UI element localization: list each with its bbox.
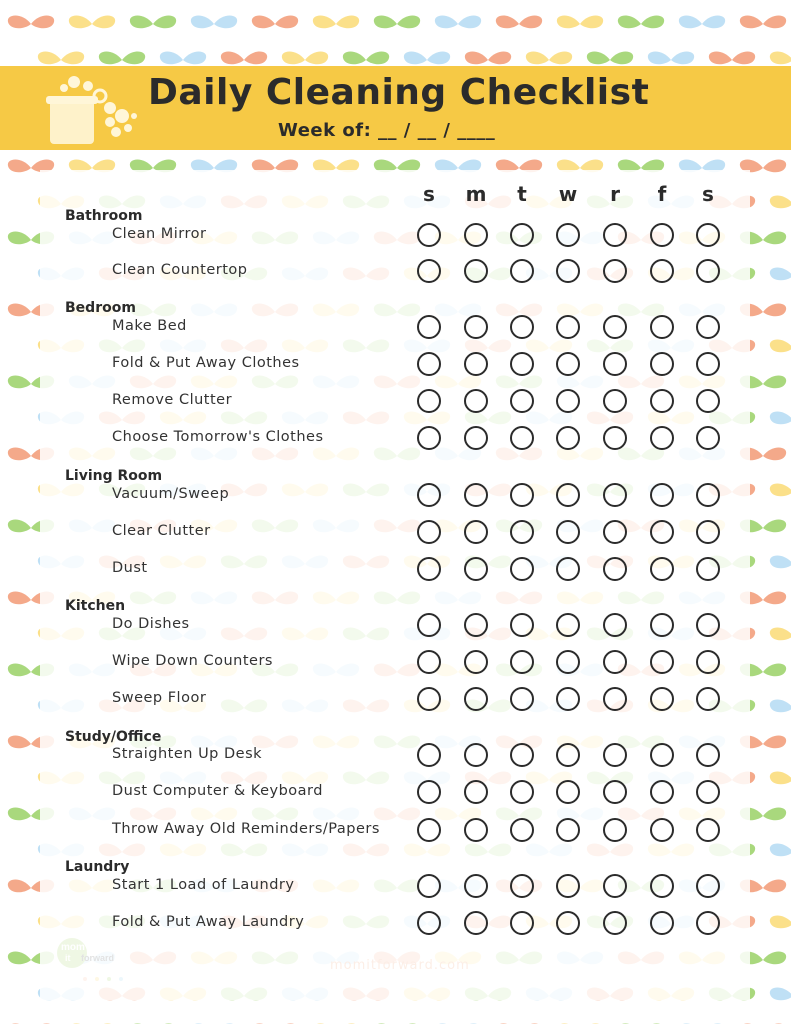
task-checkbox[interactable] [417,650,441,674]
task-checkbox[interactable] [650,650,674,674]
task-checkbox[interactable] [417,259,441,283]
task-checkbox[interactable] [650,223,674,247]
page-title: Daily Cleaning Checklist [148,72,650,113]
task-checkbox[interactable] [556,520,580,544]
task-checkbox[interactable] [510,426,534,450]
task-checkbox[interactable] [464,780,488,804]
task-checkbox[interactable] [510,259,534,283]
task-checkbox[interactable] [650,259,674,283]
task-checkbox[interactable] [417,613,441,637]
task-checkbox[interactable] [464,687,488,711]
task-checkbox[interactable] [417,352,441,376]
task-checkbox[interactable] [696,520,720,544]
task-checkbox[interactable] [696,483,720,507]
task-checkbox[interactable] [464,650,488,674]
task-checkbox[interactable] [696,874,720,898]
task-checkbox[interactable] [417,389,441,413]
task-checkbox[interactable] [650,818,674,842]
task-checkbox[interactable] [650,613,674,637]
task-checkbox[interactable] [603,780,627,804]
task-label: Make Bed [112,318,187,334]
task-checkbox[interactable] [556,352,580,376]
task-checkbox[interactable] [556,818,580,842]
day-header: s [702,182,714,206]
task-checkbox[interactable] [603,315,627,339]
category-heading: Kitchen [65,598,126,614]
task-checkbox[interactable] [417,557,441,581]
task-checkbox[interactable] [510,557,534,581]
day-header: m [465,182,487,206]
task-checkbox[interactable] [464,483,488,507]
task-checkbox[interactable] [510,520,534,544]
task-checkbox[interactable] [556,557,580,581]
task-checkbox[interactable] [603,743,627,767]
task-checkbox[interactable] [650,874,674,898]
task-label: Dust [112,560,148,576]
task-checkbox[interactable] [696,389,720,413]
task-checkbox[interactable] [696,223,720,247]
task-label: Remove Clutter [112,392,233,408]
task-checkbox[interactable] [696,426,720,450]
task-checkbox[interactable] [417,687,441,711]
day-header: s [423,182,435,206]
task-checkbox[interactable] [603,557,627,581]
task-checkbox[interactable] [556,223,580,247]
task-checkbox[interactable] [650,687,674,711]
task-checkbox[interactable] [510,613,534,637]
task-checkbox[interactable] [603,483,627,507]
task-label: Clean Countertop [112,262,248,278]
task-checkbox[interactable] [556,426,580,450]
task-label: Fold & Put Away Clothes [112,355,300,371]
task-checkbox[interactable] [464,426,488,450]
task-checkbox[interactable] [464,520,488,544]
task-checkbox[interactable] [696,557,720,581]
task-label: Start 1 Load of Laundry [112,877,295,893]
task-checkbox[interactable] [464,223,488,247]
task-checkbox[interactable] [464,557,488,581]
task-checkbox[interactable] [556,315,580,339]
task-checkbox[interactable] [696,650,720,674]
task-checkbox[interactable] [650,780,674,804]
task-checkbox[interactable] [464,874,488,898]
day-header: r [610,182,620,206]
category-heading: Study/Office [65,729,162,745]
task-checkbox[interactable] [510,780,534,804]
task-checkbox[interactable] [417,780,441,804]
task-checkbox[interactable] [510,352,534,376]
task-label: Fold & Put Away Laundry [112,914,305,930]
task-checkbox[interactable] [417,426,441,450]
task-checkbox[interactable] [510,743,534,767]
task-checkbox[interactable] [417,315,441,339]
task-label: Dust Computer & Keyboard [112,783,323,799]
task-checkbox[interactable] [603,874,627,898]
task-checkbox[interactable] [510,874,534,898]
task-checkbox[interactable] [696,743,720,767]
task-checkbox[interactable] [556,874,580,898]
task-checkbox[interactable] [603,687,627,711]
task-checkbox[interactable] [556,743,580,767]
task-checkbox[interactable] [464,818,488,842]
week-of-label: Week of: __ / __ / ____ [278,120,496,141]
day-header: t [517,182,527,206]
category-heading: Bathroom [65,208,143,224]
task-checkbox[interactable] [650,743,674,767]
day-header: w [558,182,578,206]
task-checkbox[interactable] [556,259,580,283]
task-checkbox[interactable] [510,223,534,247]
task-checkbox[interactable] [556,911,580,935]
task-checkbox[interactable] [603,911,627,935]
task-checkbox[interactable] [556,389,580,413]
task-checkbox[interactable] [603,259,627,283]
task-checkbox[interactable] [464,259,488,283]
task-checkbox[interactable] [650,426,674,450]
task-checkbox[interactable] [696,315,720,339]
task-label: Do Dishes [112,616,190,632]
task-checkbox[interactable] [556,650,580,674]
task-checkbox[interactable] [650,352,674,376]
task-checkbox[interactable] [510,818,534,842]
task-checkbox[interactable] [510,483,534,507]
task-checkbox[interactable] [556,613,580,637]
task-checkbox[interactable] [417,874,441,898]
task-checkbox[interactable] [696,259,720,283]
task-checkbox[interactable] [417,818,441,842]
task-checkbox[interactable] [464,389,488,413]
task-label: Wipe Down Counters [112,653,273,669]
category-heading: Living Room [65,468,163,484]
task-checkbox[interactable] [603,426,627,450]
task-checkbox[interactable] [650,520,674,544]
task-label: Vacuum/Sweep [112,486,230,502]
task-checkbox[interactable] [650,557,674,581]
task-checkbox[interactable] [696,780,720,804]
task-checkbox[interactable] [510,687,534,711]
task-checkbox[interactable] [417,743,441,767]
task-checkbox[interactable] [417,520,441,544]
task-checkbox[interactable] [464,315,488,339]
task-checkbox[interactable] [556,780,580,804]
task-checkbox[interactable] [464,352,488,376]
task-checkbox[interactable] [417,223,441,247]
task-checkbox[interactable] [603,650,627,674]
task-checkbox[interactable] [464,743,488,767]
task-checkbox[interactable] [556,483,580,507]
category-heading: Laundry [65,859,130,875]
task-checkbox[interactable] [510,650,534,674]
task-checkbox[interactable] [650,483,674,507]
task-checkbox[interactable] [696,687,720,711]
task-checkbox[interactable] [650,315,674,339]
day-header: f [657,182,667,206]
task-label: Straighten Up Desk [112,746,263,762]
task-checkbox[interactable] [603,223,627,247]
task-label: Clear Clutter [112,523,211,539]
task-checkbox[interactable] [603,389,627,413]
task-checkbox[interactable] [417,483,441,507]
task-checkbox[interactable] [696,911,720,935]
task-checkbox[interactable] [510,315,534,339]
task-checkbox[interactable] [696,613,720,637]
task-checkbox[interactable] [696,352,720,376]
category-heading: Bedroom [65,300,136,316]
task-checkbox[interactable] [556,687,580,711]
task-checkbox[interactable] [696,818,720,842]
task-checkbox[interactable] [603,613,627,637]
task-checkbox[interactable] [464,911,488,935]
task-checkbox[interactable] [603,818,627,842]
task-label: Throw Away Old Reminders/Papers [112,821,380,837]
task-checkbox[interactable] [510,389,534,413]
task-checkbox[interactable] [417,911,441,935]
task-checkbox[interactable] [464,613,488,637]
task-label: Clean Mirror [112,226,207,242]
task-checkbox[interactable] [603,352,627,376]
task-checkbox[interactable] [603,520,627,544]
task-checkbox[interactable] [510,911,534,935]
task-checkbox[interactable] [650,911,674,935]
task-checkbox[interactable] [650,389,674,413]
task-label: Choose Tomorrow's Clothes [112,429,324,445]
task-label: Sweep Floor [112,690,207,706]
